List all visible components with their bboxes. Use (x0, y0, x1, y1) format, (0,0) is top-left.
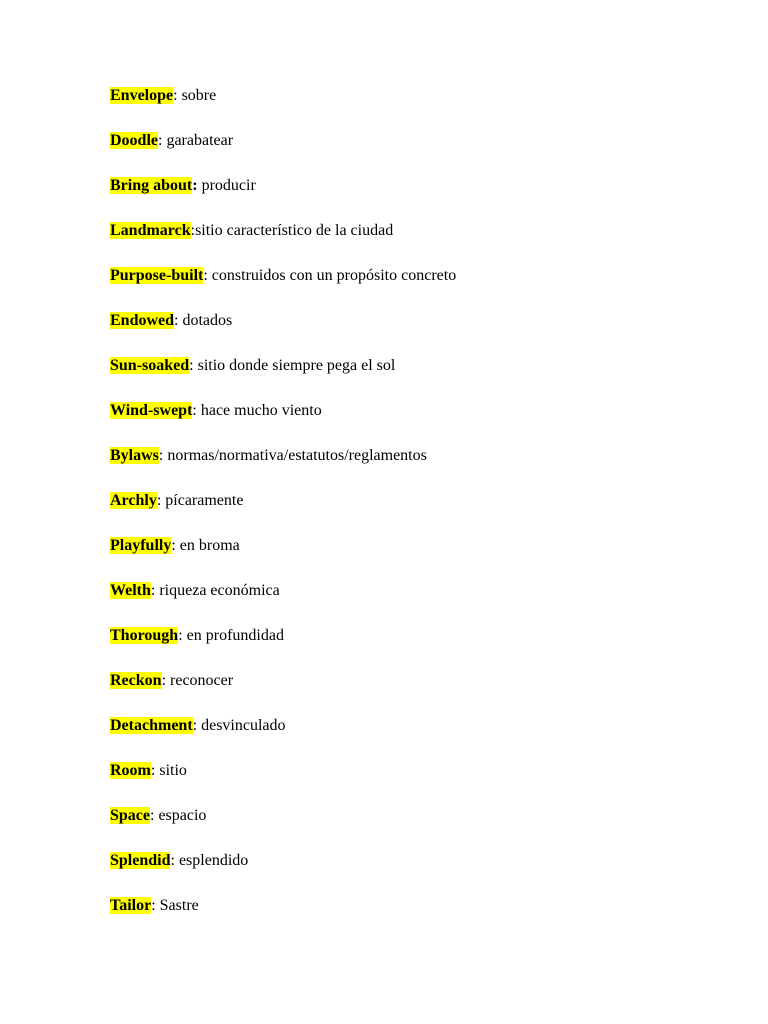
entry-separator: : (189, 357, 198, 374)
entry-definition: en broma (179, 537, 240, 554)
vocabulary-entry (110, 85, 456, 130)
entry-definition: construidos con un propósito concreto (211, 267, 457, 284)
entry-term: Endowed (110, 312, 175, 329)
entry-definition: sitio característico de la ciudad (195, 222, 394, 239)
entry-separator: : (171, 537, 180, 554)
entry-definition: sitio donde siempre pega el sol (197, 357, 396, 374)
vocabulary-entry (110, 130, 456, 175)
entry-definition: garabatear (166, 132, 234, 149)
entry-separator: : (192, 177, 202, 194)
entry-term: Archly (110, 492, 157, 509)
vocabulary-entry (110, 265, 456, 310)
entry-term: Sun-soaked (110, 357, 190, 374)
entry-term: Doodle (110, 132, 158, 149)
entry-term: Reckon (110, 672, 162, 689)
entry-definition: hace mucho viento (200, 402, 322, 419)
entry-term: Thorough (110, 627, 179, 644)
entry-term: Landmarck (110, 222, 191, 239)
vocabulary-entry (110, 760, 456, 805)
vocabulary-entry (110, 355, 456, 400)
entry-definition: producir (201, 177, 256, 194)
entry-definition: esplendido (178, 852, 249, 869)
entry-definition: pícaramente (165, 492, 244, 509)
entry-definition: sitio (159, 762, 187, 779)
entry-definition: desvinculado (201, 717, 286, 734)
vocabulary-entry (110, 580, 456, 625)
entry-definition: normas/normativa/estatutos/reglamentos (167, 447, 427, 464)
entry-separator: : (161, 672, 171, 689)
entry-separator: : (158, 447, 168, 464)
entry-separator: : (203, 267, 212, 284)
entry-definition: Sastre (159, 897, 199, 914)
entry-separator: : (170, 852, 179, 869)
entry-separator: : (156, 492, 166, 509)
entry-term: Room (110, 762, 151, 779)
entry-term: Tailor (110, 897, 152, 914)
entry-term: Detachment (110, 717, 193, 734)
vocabulary-entry (110, 805, 456, 850)
entry-separator: : (150, 582, 160, 599)
vocabulary-entry (110, 310, 456, 355)
entry-definition: espacio (158, 807, 207, 824)
entry-term: Bring about (110, 177, 193, 194)
entry-separator: : (158, 132, 167, 149)
entry-separator: : (173, 87, 182, 104)
entry-term: Purpose-built (110, 267, 204, 284)
entry-definition: reconocer (170, 672, 234, 689)
vocabulary-entry (110, 175, 456, 220)
entry-term: Space (110, 807, 150, 824)
entry-definition: en profundidad (186, 627, 284, 644)
entry-separator: : (151, 897, 160, 914)
vocabulary-list (110, 85, 456, 940)
entry-term: Welth (110, 582, 151, 599)
vocabulary-entry (110, 670, 456, 715)
entry-term: Playfully (110, 537, 172, 554)
vocabulary-entry (110, 220, 456, 265)
entry-definition: riqueza económica (159, 582, 280, 599)
vocabulary-entry (110, 445, 456, 490)
vocabulary-entry (110, 715, 456, 760)
entry-separator: : (174, 312, 183, 329)
vocabulary-entry (110, 895, 456, 940)
vocabulary-entry (110, 850, 456, 895)
entry-separator: : (150, 807, 159, 824)
entry-term: Splendid (110, 852, 171, 869)
entry-definition: sobre (181, 87, 217, 104)
entry-term: Envelope (110, 87, 174, 104)
entry-separator: : (190, 222, 196, 239)
entry-separator: : (192, 402, 201, 419)
entry-definition: dotados (182, 312, 233, 329)
vocabulary-entry (110, 400, 456, 445)
entry-separator: : (150, 762, 160, 779)
vocabulary-entry (110, 625, 456, 670)
vocabulary-entry (110, 535, 456, 580)
entry-term: Wind-swept (110, 402, 193, 419)
entry-separator: : (192, 717, 202, 734)
entry-term: Bylaws (110, 447, 159, 464)
entry-separator: : (178, 627, 187, 644)
vocabulary-entry (110, 490, 456, 535)
